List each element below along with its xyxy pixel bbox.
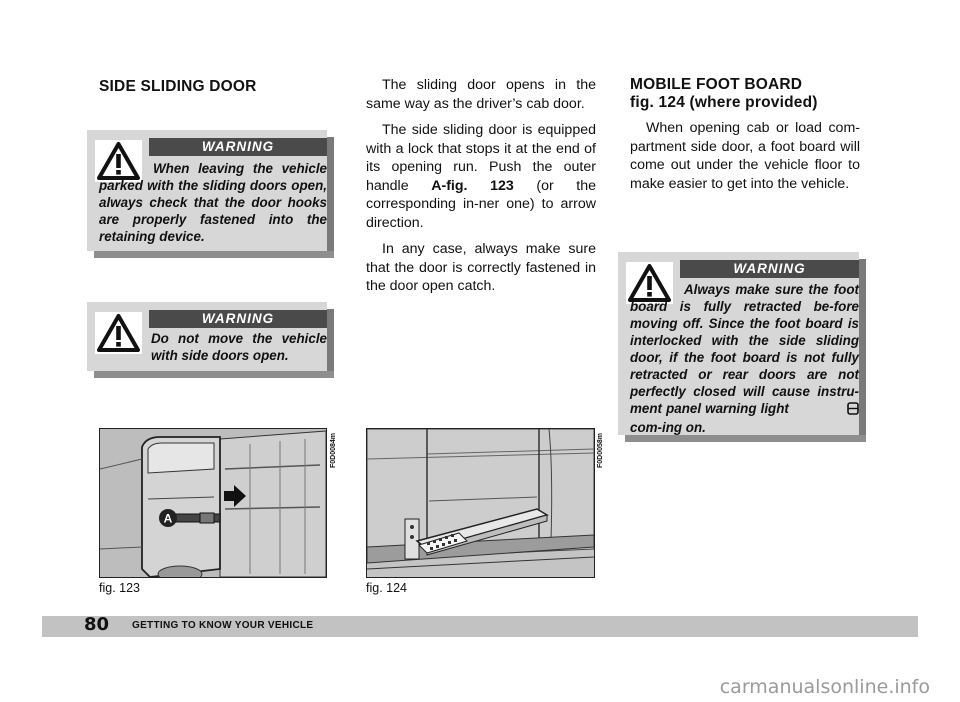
foot-board-body-text xyxy=(630,119,860,201)
figure-reference: A-fig. 123 xyxy=(431,177,514,194)
callout-a-label: A xyxy=(163,511,173,526)
footer-section-title: GETTING TO KNOW YOUR VEHICLE xyxy=(132,620,314,631)
section-title-side-sliding-door: SIDE SLIDING DOOR xyxy=(99,78,257,95)
paragraph: The side sliding door is equipped with a lock that stops it at the end of its opening run. Push the outer handle A-fig. 123 (or the corresponding in-ner one) to arrow direction. xyxy=(366,122,597,231)
paragraph: When opening cab or load com-partment side door, a foot board will come out under the vehicle floor to make easier to get into the vehicle. xyxy=(630,120,860,192)
figure-caption: fig. 124 xyxy=(366,581,408,595)
door-open-warning-light-icon xyxy=(793,402,859,419)
section-subtitle-fig-124: fig. 124 (where provided) xyxy=(630,94,818,111)
warning-box-foot-board xyxy=(618,252,866,442)
figure-code: F0D0058m xyxy=(597,432,604,468)
warning-box-sliding-doors-open xyxy=(87,130,334,258)
warning-label: WARNING xyxy=(149,138,327,156)
figure-caption: fig. 123 xyxy=(99,581,141,595)
figure-124-foot-board-illustration xyxy=(366,428,595,578)
warning-text: When leaving the vehicle parked with the sliding doors open, always check that the door hooks are properly fastened into the retaining device. xyxy=(99,161,327,244)
figure-123-sliding-door-illustration xyxy=(99,428,327,578)
warning-triangle-icon xyxy=(95,312,142,354)
warning-label: WARNING xyxy=(680,260,859,278)
watermark: carmanualsonline.info xyxy=(719,676,930,698)
paragraph: The sliding door opens in the same way as the driver’s cab door. xyxy=(366,77,596,112)
warning-text: Always make sure the foot board is fully retracted be-fore moving off. Since the foot board is interlocked with the side sliding door, if the foot board is not fully retracted or rear doors are not perfectly closed will cause instru-ment panel warning light com-ing on. xyxy=(630,282,859,435)
figure-code: F0D0084m xyxy=(330,432,337,468)
warning-label: WARNING xyxy=(149,310,327,328)
page-number: 80 xyxy=(84,614,110,635)
warning-text: Do not move the vehicle with side doors open. xyxy=(151,331,327,363)
paragraph: In any case, always make sure that the door is correctly fastened in the door open catch. xyxy=(366,241,596,294)
sliding-door-body-text xyxy=(366,76,596,304)
section-title-mobile-foot-board: MOBILE FOOT BOARD xyxy=(630,76,803,93)
warning-box-do-not-move xyxy=(87,302,334,378)
